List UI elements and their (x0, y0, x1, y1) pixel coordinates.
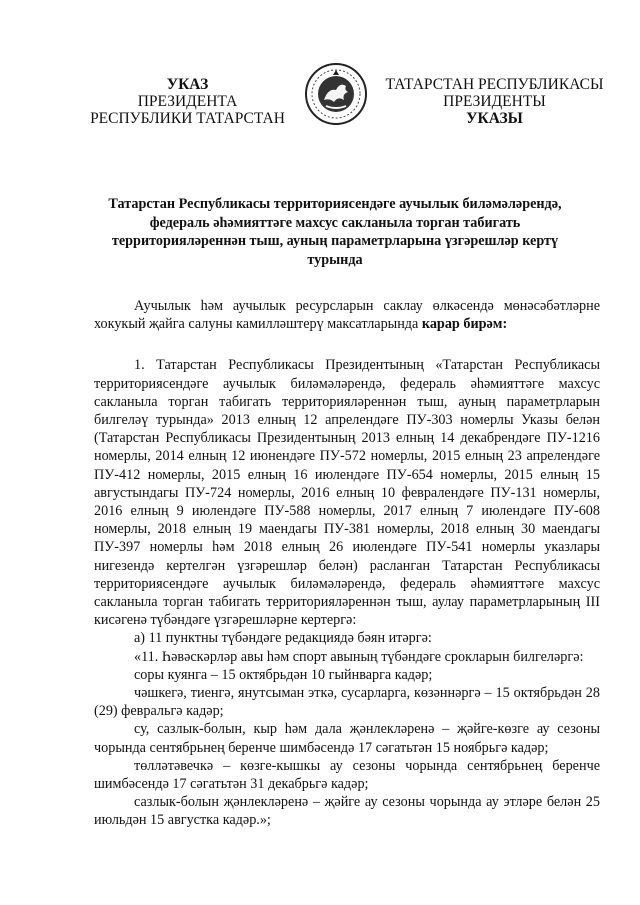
title-line1: Татарстан Республикасы территориясендәге аучылык биләмәләрендә, (108, 196, 562, 212)
list-item-wood-grouse: төлләтәвечкә – көзге-кышкы ау сезоны чорында сентябрьнең беренче шимбәсендә 17 сәгатьтән 31 декабрьгә кадәр; (94, 757, 600, 793)
preamble-bold: карар бирәм: (421, 316, 508, 333)
list-item-dogs: сазлык-болын җәнлекләренә – җәйге ау сезоны чорында ау этләре белән 25 июльдән 15 августка кадәр.»; (94, 794, 600, 829)
paragraph-a: а) 11 пунктны түбәндәге редакциядә бәян итәргә: (134, 630, 432, 647)
header-left-russian (80, 76, 295, 127)
header-right-line1: ТАТАРСТАН РЕСПУБЛИКАСЫ (385, 76, 604, 93)
list-item-ferret: чәшкегә, тиенгә, янутсыман эткә, сусарларга, көзәннәргә – 15 октябрьдән 28 (29) февральгә кадәр; (94, 685, 600, 720)
document-body (94, 297, 600, 830)
document-title (70, 195, 600, 269)
paragraph-11: «11. Һәвәскәрләр авы һәм спорт авының түбәндәге срокларын билгеләргә: (134, 648, 584, 665)
list-item-waterfowl: су, сазлык-болын, кыр һәм дала җәнлекләренә – җәйге-көзге ау сезоны чорында сентябрьнең беренче шимбәсендә 17 сәгатьтән 15 ноябрьгә кадәр; (94, 721, 600, 756)
paragraph-1: 1. Татарстан Республикасы Президентының «Татарстан Республикасы территориясендәге аучылык биләмәләрендә, федераль әһәмияттәге махсус сакланыла торган табигать территорияләреннән тыш, ауның параметрларын билгеләү турында» 2013 елның 12 апрелендәге ПУ-303 номерлы Указы белән (Татарстан Республикасы Президентының 2013 елның 14 декабрендәге ПУ-1216 номерлы, 2014 елның 12 июнендәге ПУ-572 номерлы, 2015 елның 23 апрелендәге ПУ-412 номерлы, 2015 елның 16 июлендәге ПУ-654 номерлы, 2015 елның 15 августындагы ПУ-724 номерлы, 2016 елның 10 февралендәге ПУ-131 номерлы, 2016 елның 9 июлендәге ПУ-588 номерлы, 2017 елның 7 июлендәге ПУ-608 номерлы, 2018 елның 19 маендагы ПУ-381 номерлы, 2018 елның 30 маендагы ПУ-397 номерлы һәм 2018 елның 26 июлендәге ПУ-541 номерлы указлары нигезендә кертелгән үзгәрешләр белән) расланган Татарстан Республикасы территориясендәге аучылык биләмәләрендә, федераль әһәмияттәге махсус сакланыла торган табигать территорияләреннән тыш, аулау параметрларының III кисәгенә түбәндәге үзгәрешләрне кертергә: (94, 357, 600, 629)
preamble-text: Аучылык һәм аучылык ресурсларын саклау өлкәсендә мөнәсәбәтләрне хокукый җайга салуны камилләштерү максатларында (94, 298, 600, 333)
title-line2: федераль әһәмияттәге махсус сакланыла торган табигать (149, 214, 521, 231)
header-right-tatar (382, 76, 607, 127)
header-left-line1: УКАЗ (166, 76, 209, 93)
list-item-hare: соры куянга – 15 октябрьдән 10 гыйнварга кадәр; (134, 666, 433, 683)
title-line4: турында (307, 251, 363, 268)
title-line3: территорияләреннән тыш, ауның параметрларына үзгәрешләр кертү (111, 233, 559, 249)
header-right-line2: ПРЕЗИДЕНТЫ (443, 93, 546, 110)
coat-of-arms-icon (304, 62, 368, 126)
header-right-line3: УКАЗЫ (466, 110, 523, 127)
header-left-line3: РЕСПУБЛИКИ ТАТАРСТАН (90, 110, 285, 127)
header-left-line2: ПРЕЗИДЕНТА (137, 93, 238, 110)
preamble-paragraph (94, 297, 600, 333)
